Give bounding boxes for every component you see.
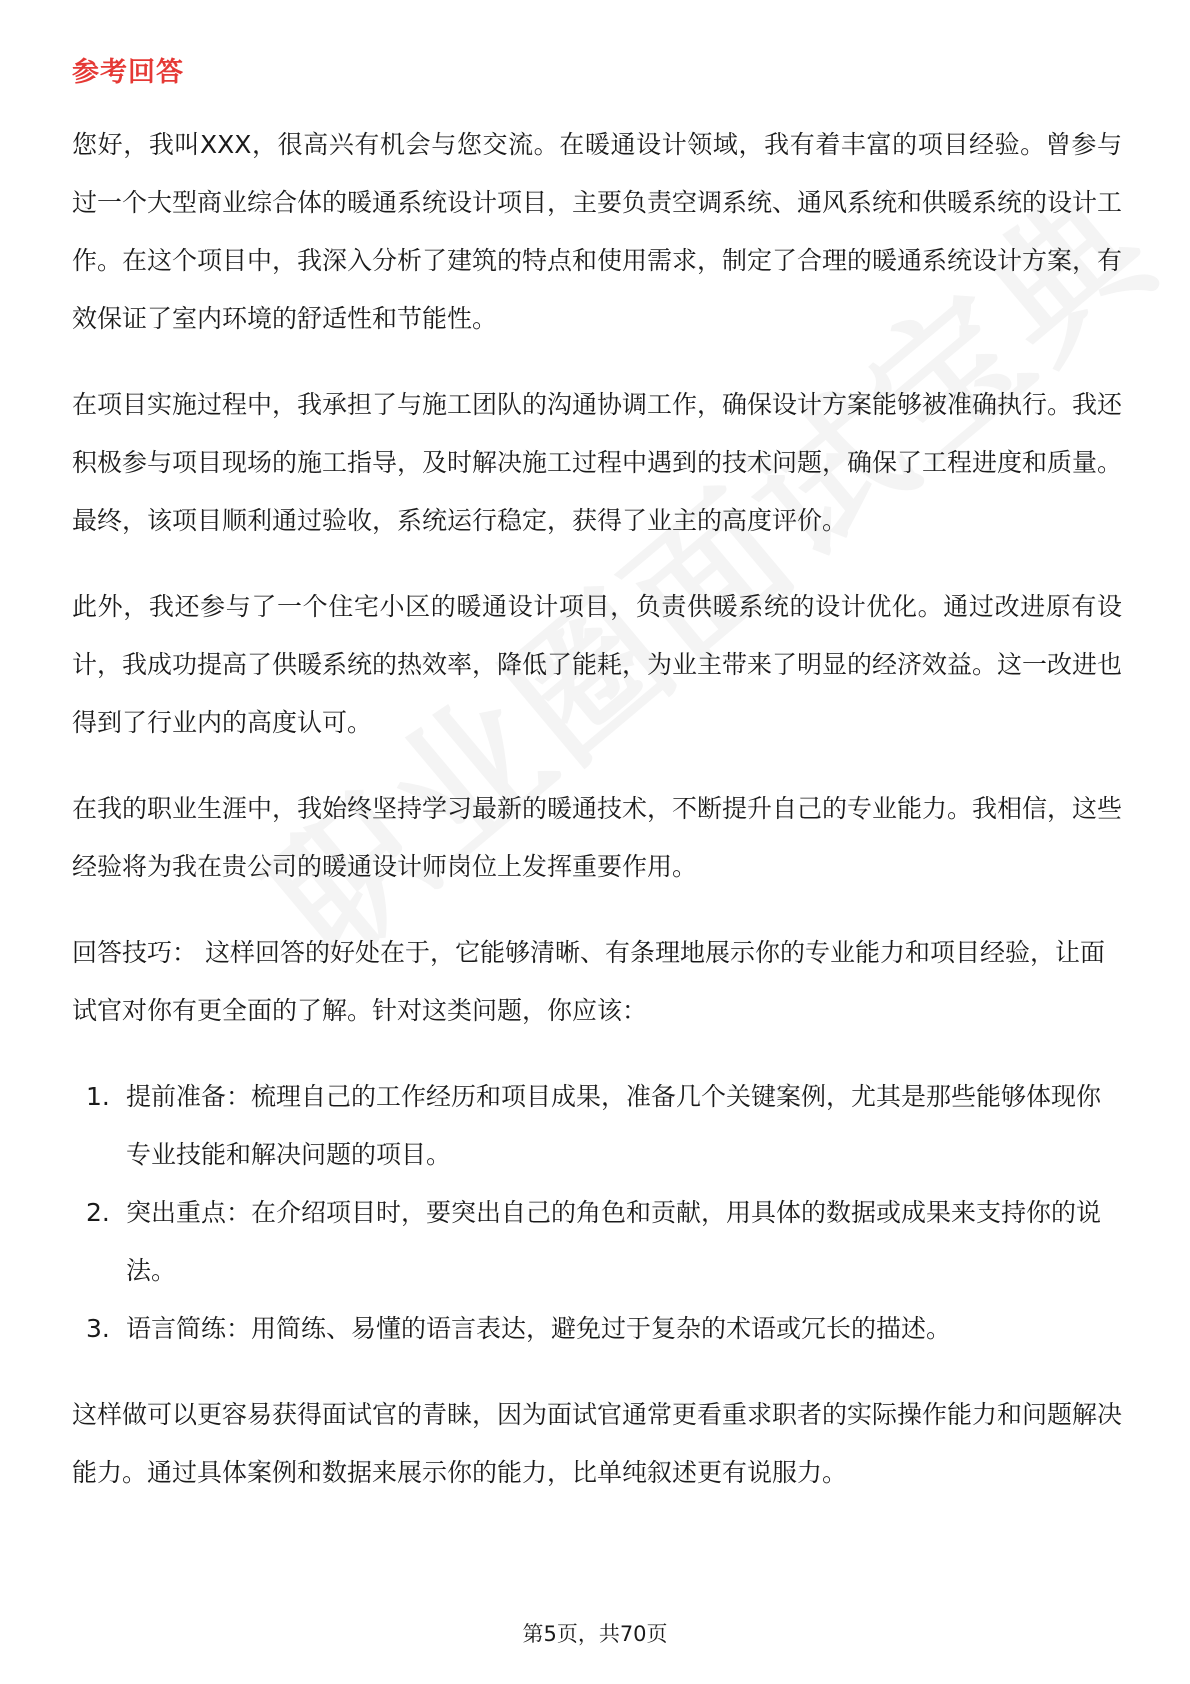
paragraph-implementation: 在项目实施过程中，我承担了与施工团队的沟通协调工作，确保设计方案能够被准确执行。我还积极参与项目现场的施工指导，及时解决施工过程中遇到的技术问题，确保了工程进度和质量。最终，该项目顺利通过验收，系统运行稳定，获得了业主的高度评价。: [72, 390, 1123, 535]
list-number: 1.: [86, 1082, 110, 1111]
list-item: [72, 1068, 1122, 1184]
page-number: 第5页，共70页: [522, 1622, 668, 1646]
list-number: 3.: [86, 1314, 110, 1343]
list-item: [72, 1184, 1122, 1300]
paragraph-career: 在我的职业生涯中，我始终坚持学习最新的暖通技术，不断提升自己的专业能力。我相信，这些经验将为我在贵公司的暖通设计师岗位上发挥重要作用。: [72, 794, 1123, 881]
list-text: 语言简练：用简练、易懂的语言表达，避免过于复杂的术语或冗长的描述。: [126, 1314, 952, 1343]
tips-paragraph: 回答技巧： 这样回答的好处在于，它能够清晰、有条理地展示你的专业能力和项目经验，让面试官对你有更全面的了解。针对这类问题，你应该：: [72, 938, 1105, 1025]
answer-content: [72, 116, 1122, 1530]
list-text: 提前准备：梳理自己的工作经历和项目成果，准备几个关键案例，尤其是那些能够体现你专业技能和解决问题的项目。: [126, 1082, 1102, 1169]
section-heading: 参考回答: [72, 57, 184, 88]
list-item: [72, 1300, 1122, 1358]
paragraph-intro: 您好，我叫XXX，很高兴有机会与您交流。在暖通设计领域，我有着丰富的项目经验。曾参与过一个大型商业综合体的暖通系统设计项目，主要负责空调系统、通风系统和供暖系统的设计工作。在这个项目中，我深入分析了建筑的特点和使用需求，制定了合理的暖通系统设计方案，有效保证了室内环境的舒适性和节能性。: [72, 130, 1123, 333]
tips-list: [72, 1068, 1122, 1358]
list-text: 突出重点：在介绍项目时，要突出自己的角色和贡献，用具体的数据或成果来支持你的说法。: [126, 1198, 1102, 1285]
paragraph-closing: 这样做可以更容易获得面试官的青睐，因为面试官通常更看重求职者的实际操作能力和问题解决能力。通过具体案例和数据来展示你的能力，比单纯叙述更有说服力。: [72, 1400, 1123, 1487]
paragraph-residential: 此外，我还参与了一个住宅小区的暖通设计项目，负责供暖系统的设计优化。通过改进原有设计，我成功提高了供暖系统的热效率，降低了能耗，为业主带来了明显的经济效益。这一改进也得到了行业内的高度认可。: [72, 592, 1123, 737]
list-number: 2.: [86, 1198, 110, 1227]
